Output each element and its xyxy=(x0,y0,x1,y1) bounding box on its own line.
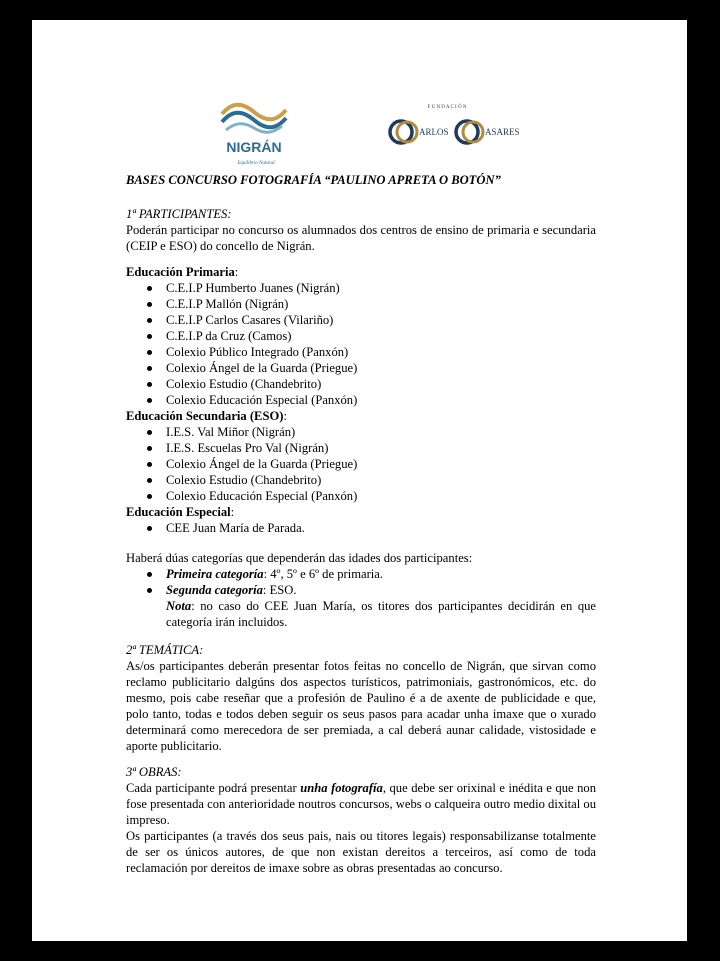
nigran-logo xyxy=(216,100,292,170)
categorias-intro: Haberá dúas categorías que dependerán das idades dos participantes: xyxy=(126,551,473,565)
section-intro: Poderán participar no concurso os alumnados dos centros de ensino de primaria e secundaria (CEIP e ESO) do concello de Nigrán. xyxy=(126,223,596,253)
list-item: Colexio Educación Especial (Panxón) xyxy=(126,488,596,504)
primaria-list xyxy=(126,280,596,408)
cat1-text: : 4º, 5º e 6º de primaria. xyxy=(263,567,384,581)
list-item: I.E.S. Escuelas Pro Val (Nigrán) xyxy=(126,440,596,456)
cat2-text: : ESO. xyxy=(262,583,297,597)
section-p1 xyxy=(126,780,596,828)
section-tematica xyxy=(126,642,596,754)
secundaria-label: Educación Secundaria (ESO) xyxy=(126,409,284,423)
nigran-wordmark: NIGRÁN xyxy=(226,139,282,155)
school-lists: Educación Primaria: C.E.I.P Humberto Juanes (Nigrán) C.E.I.P Mallón (Nigrán) C.E.I.P Carlos Casares (Vilariño) C.E.I.P da Cruz (Camos) Colexio Público Integrado (Panxón) Colexio Ángel de la Guarda (Priegue) Colexio Estudio (Chandebrito) Colexio Educación Especial (Panxón) Educación Secundaria (ESO): I.E.S. Val Miñor (Nigrán) I.E.S. Escuelas Pro Val (Nigrán) Colexio Ángel de la Guarda (Priegue) Colexio Estudio (Chandebrito) Colexio Educación Especial (Panxón) Educación Especial: CEE Juan María de Parada. xyxy=(126,264,596,536)
fundacion-label: F U N D A C I Ó N xyxy=(427,105,467,110)
categorias xyxy=(126,550,596,630)
fundacion-word-carlos: ARLOS xyxy=(419,127,449,137)
p1-em: unha fotografía xyxy=(300,781,383,795)
nota xyxy=(126,598,596,630)
document-title: BASES CONCURSO FOTOGRAFÍA “PAULINO APRETA O BOTÓN” xyxy=(126,173,501,187)
p1-before: Cada participante podrá presentar xyxy=(126,781,301,795)
list-item: C.E.I.P da Cruz (Camos) xyxy=(126,328,596,344)
fundacion-word-casares: ASARES xyxy=(485,127,520,137)
list-item xyxy=(126,566,596,582)
list-item: Colexio Estudio (Chandebrito) xyxy=(126,376,596,392)
fundacion-carlos-casares-logo xyxy=(387,102,537,172)
list-item: CEE Juan María de Parada. xyxy=(126,520,596,536)
list-item: Colexio Estudio (Chandebrito) xyxy=(126,472,596,488)
primaria-label: Educación Primaria xyxy=(126,265,235,279)
document-page xyxy=(32,20,687,941)
list-item: C.E.I.P Humberto Juanes (Nigrán) xyxy=(126,280,596,296)
list-item: C.E.I.P Mallón (Nigrán) xyxy=(126,296,596,312)
section-text: As/os participantes deberán presentar fotos feitas no concello de Nigrán, que sirvan como reclamo publicitario dalgúns dos aspectos turísticos, patrimoniais, gastronómicos, etc. do mesmo, pois cabe reseñar que a profesión de Paulino é a de axente de publicidade e que, polo tanto, todas e todos deben seguir os seus pasos para acadar unha imaxe que o xurado determinará como merecedora de ser premiada, a cal deberá aunar calidade, vistosidade e aporte publicitario. xyxy=(126,659,596,753)
section-participantes xyxy=(126,206,596,254)
nota-label: Nota xyxy=(166,599,192,613)
categorias-list xyxy=(126,566,596,598)
list-item: Colexio Público Integrado (Panxón) xyxy=(126,344,596,360)
nigran-tagline: Equilibrio Natural xyxy=(237,161,275,166)
list-item xyxy=(126,582,596,598)
list-item: Colexio Ángel de la Guarda (Priegue) xyxy=(126,360,596,376)
list-item: C.E.I.P Carlos Casares (Vilariño) xyxy=(126,312,596,328)
especial-list xyxy=(126,520,596,536)
list-item: I.E.S. Val Miñor (Nigrán) xyxy=(126,424,596,440)
list-item: Colexio Educación Especial (Panxón) xyxy=(126,392,596,408)
nota-text: : no caso do CEE Juan María, os titores dos participantes decidirán en que categoría irán incluidos. xyxy=(166,599,596,629)
secundaria-list xyxy=(126,424,596,504)
list-item: Colexio Ángel de la Guarda (Priegue) xyxy=(126,456,596,472)
section-heading: 2ª TEMÁTICA: xyxy=(126,643,204,657)
section-heading: 1ª PARTICIPANTES: xyxy=(126,207,232,221)
p1-after: , que debe ser orixinal e inédita e que non fose presentada con anterioridade noutros concursos, webs o calqueira outro medio dixital ou impreso. xyxy=(126,781,597,827)
cat1-label: Primeira categoría xyxy=(166,567,264,581)
section-obras xyxy=(126,764,596,876)
section-heading: 3ª OBRAS: xyxy=(126,765,182,779)
header-logos xyxy=(32,20,687,180)
cat2-label: Segunda categoría xyxy=(166,583,263,597)
especial-label: Educación Especial xyxy=(126,505,231,519)
section-p2: Os participantes (a través dos seus pais, nais ou titores legais) responsabilizanse totalmente de ser os únicos autores, de que non existan dereitos a terceiros, así como de toda reclamación por dereitos de imaxe sobre as obras presentadas ao concurso. xyxy=(126,829,596,875)
